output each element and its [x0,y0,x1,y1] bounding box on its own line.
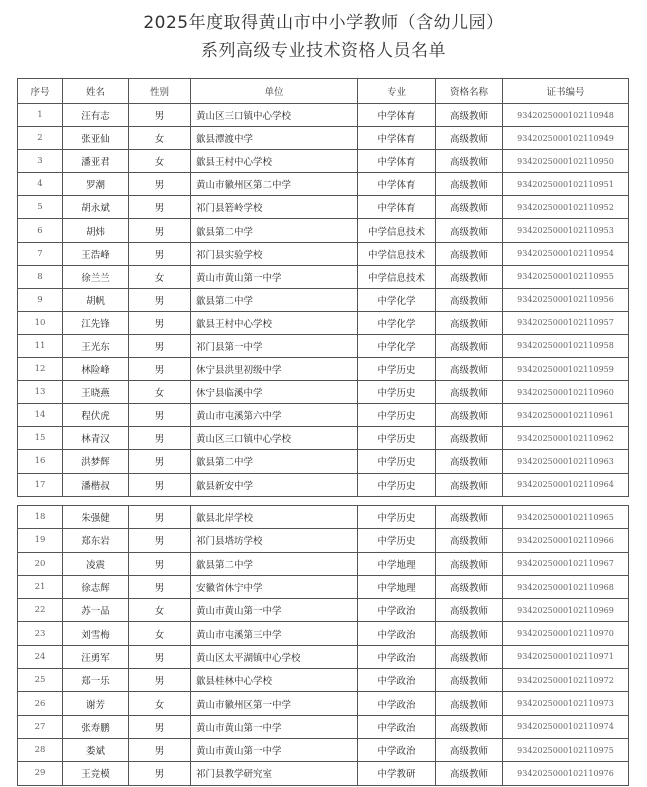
specialty-cell: 中学体育 [358,196,436,219]
unit-cell: 歙县王村中心学校 [191,311,358,334]
table-row [18,173,629,196]
gender-cell: 男 [129,715,191,738]
index-cell: 8 [18,265,63,288]
specialty-cell: 中学体育 [358,127,436,150]
document-title-line1: 2025年度取得黄山市中小学教师（含幼儿园） [143,13,504,33]
certificate-number-cell: 9342025000102110959 [503,358,629,381]
table-row [18,150,629,173]
name-cell: 江先锋 [63,311,129,334]
gender-cell: 男 [129,104,191,127]
certificate-number-cell: 9342025000102110975 [503,738,629,761]
certificate-number-cell: 9342025000102110968 [503,575,629,598]
index-cell: 28 [18,738,63,761]
gender-cell: 男 [129,575,191,598]
index-cell: 29 [18,762,63,785]
specialty-cell: 中学政治 [358,738,436,761]
qualification-cell: 高级教师 [436,381,503,404]
table-row [18,219,629,242]
specialty-cell: 中学教研 [358,762,436,785]
unit-cell: 歙县北岸学校 [191,506,358,529]
qualification-cell: 高级教师 [436,645,503,668]
header-name: 姓名 [63,79,129,104]
index-cell: 5 [18,196,63,219]
qualification-cell: 高级教师 [436,762,503,785]
qualification-cell: 高级教师 [436,265,503,288]
certificate-number-cell: 9342025000102110967 [503,552,629,575]
name-cell: 汪勇军 [63,645,129,668]
certificate-number-cell: 9342025000102110965 [503,506,629,529]
table-row [18,358,629,381]
qualification-cell: 高级教师 [436,738,503,761]
qualification-cell: 高级教师 [436,173,503,196]
unit-cell: 祁门县第一中学 [191,334,358,357]
index-cell: 23 [18,622,63,645]
unit-cell: 歙县第二中学 [191,450,358,473]
unit-cell: 黄山市黄山第一中学 [191,265,358,288]
table-row [18,669,629,692]
gender-cell: 男 [129,427,191,450]
gender-cell: 男 [129,552,191,575]
gender-cell: 男 [129,738,191,761]
certificate-number-cell: 9342025000102110970 [503,622,629,645]
header-certificate-number: 证书编号 [503,79,629,104]
index-cell: 19 [18,529,63,552]
table-row [18,242,629,265]
table-row [18,552,629,575]
unit-cell: 祁门县塔坊学校 [191,529,358,552]
name-cell: 苏一品 [63,599,129,622]
name-cell: 张寿鹏 [63,715,129,738]
certificate-number-cell: 9342025000102110949 [503,127,629,150]
gender-cell: 男 [129,311,191,334]
table-row [18,196,629,219]
header-index: 序号 [18,79,63,104]
gender-cell: 男 [129,288,191,311]
qualification-cell: 高级教师 [436,150,503,173]
document-title-line2: 系列高级专业技术资格人员名单 [201,41,446,61]
qualification-cell: 高级教师 [436,427,503,450]
gender-cell: 男 [129,450,191,473]
index-cell: 9 [18,288,63,311]
specialty-cell: 中学政治 [358,645,436,668]
table-row [18,427,629,450]
index-cell: 6 [18,219,63,242]
name-cell: 王浩峰 [63,242,129,265]
name-cell: 王光东 [63,334,129,357]
index-cell: 14 [18,404,63,427]
unit-cell: 黄山市徽州区第二中学 [191,173,358,196]
qualification-cell: 高级教师 [436,104,503,127]
gender-cell: 男 [129,242,191,265]
gender-cell: 男 [129,334,191,357]
unit-cell: 休宁县临溪中学 [191,381,358,404]
index-cell: 3 [18,150,63,173]
table-row [18,404,629,427]
name-cell: 林险峰 [63,358,129,381]
certificate-number-cell: 9342025000102110966 [503,529,629,552]
index-cell: 11 [18,334,63,357]
header-specialty: 专业 [358,79,436,104]
index-cell: 2 [18,127,63,150]
qualification-cell: 高级教师 [436,288,503,311]
unit-cell: 歙县第二中学 [191,288,358,311]
qualification-cell: 高级教师 [436,622,503,645]
gender-cell: 女 [129,381,191,404]
gender-cell: 男 [129,173,191,196]
roster-table-part1 [17,78,629,497]
table-row [18,334,629,357]
gender-cell: 男 [129,762,191,785]
specialty-cell: 中学历史 [358,529,436,552]
specialty-cell: 中学体育 [358,150,436,173]
name-cell: 潘亚君 [63,150,129,173]
specialty-cell: 中学历史 [358,473,436,496]
table-row [18,599,629,622]
header-unit: 单位 [191,79,358,104]
name-cell: 徐兰兰 [63,265,129,288]
name-cell: 林青汉 [63,427,129,450]
qualification-cell: 高级教师 [436,669,503,692]
certificate-number-cell: 9342025000102110958 [503,334,629,357]
name-cell: 汪有志 [63,104,129,127]
table-row [18,381,629,404]
index-cell: 15 [18,427,63,450]
name-cell: 王竞模 [63,762,129,785]
name-cell: 潘楷叔 [63,473,129,496]
certificate-number-cell: 9342025000102110972 [503,669,629,692]
index-cell: 7 [18,242,63,265]
qualification-cell: 高级教师 [436,506,503,529]
name-cell: 徐志辉 [63,575,129,598]
name-cell: 娄斌 [63,738,129,761]
qualification-cell: 高级教师 [436,127,503,150]
qualification-cell: 高级教师 [436,242,503,265]
qualification-cell: 高级教师 [436,552,503,575]
qualification-cell: 高级教师 [436,311,503,334]
unit-cell: 歙县王村中心学校 [191,150,358,173]
table-row [18,715,629,738]
index-cell: 4 [18,173,63,196]
unit-cell: 黄山市黄山第一中学 [191,715,358,738]
name-cell: 程伏虎 [63,404,129,427]
unit-cell: 黄山市徽州区第一中学 [191,692,358,715]
qualification-cell: 高级教师 [436,599,503,622]
qualification-cell: 高级教师 [436,529,503,552]
unit-cell: 黄山市屯溪第六中学 [191,404,358,427]
name-cell: 谢芳 [63,692,129,715]
unit-cell: 祁门县实验学校 [191,242,358,265]
qualification-cell: 高级教师 [436,692,503,715]
table-row [18,622,629,645]
certificate-number-cell: 9342025000102110956 [503,288,629,311]
certificate-number-cell: 9342025000102110971 [503,645,629,668]
name-cell: 张亚仙 [63,127,129,150]
index-cell: 18 [18,506,63,529]
qualification-cell: 高级教师 [436,219,503,242]
specialty-cell: 中学体育 [358,104,436,127]
index-cell: 1 [18,104,63,127]
unit-cell: 黄山区太平湖镇中心学校 [191,645,358,668]
gender-cell: 女 [129,150,191,173]
index-cell: 12 [18,358,63,381]
gender-cell: 男 [129,219,191,242]
name-cell: 洪梦辉 [63,450,129,473]
specialty-cell: 中学政治 [358,622,436,645]
certificate-number-cell: 9342025000102110962 [503,427,629,450]
table-header-row [18,79,629,104]
gender-cell: 男 [129,404,191,427]
table-row [18,127,629,150]
certificate-number-cell: 9342025000102110976 [503,762,629,785]
qualification-cell: 高级教师 [436,473,503,496]
table-row [18,762,629,785]
table-row [18,692,629,715]
certificate-number-cell: 9342025000102110955 [503,265,629,288]
index-cell: 13 [18,381,63,404]
index-cell: 25 [18,669,63,692]
qualification-cell: 高级教师 [436,334,503,357]
gender-cell: 男 [129,196,191,219]
certificate-number-cell: 9342025000102110964 [503,473,629,496]
qualification-cell: 高级教师 [436,450,503,473]
certificate-number-cell: 9342025000102110953 [503,219,629,242]
certificate-number-cell: 9342025000102110952 [503,196,629,219]
name-cell: 胡永斌 [63,196,129,219]
index-cell: 24 [18,645,63,668]
certificate-number-cell: 9342025000102110969 [503,599,629,622]
qualification-cell: 高级教师 [436,404,503,427]
gender-cell: 女 [129,265,191,288]
certificate-number-cell: 9342025000102110973 [503,692,629,715]
index-cell: 10 [18,311,63,334]
name-cell: 王晓燕 [63,381,129,404]
specialty-cell: 中学化学 [358,288,436,311]
unit-cell: 安徽省休宁中学 [191,575,358,598]
specialty-cell: 中学政治 [358,715,436,738]
index-cell: 27 [18,715,63,738]
gender-cell: 男 [129,669,191,692]
gender-cell: 女 [129,622,191,645]
specialty-cell: 中学历史 [358,381,436,404]
specialty-cell: 中学信息技术 [358,219,436,242]
table-row [18,265,629,288]
specialty-cell: 中学历史 [358,404,436,427]
table-row [18,575,629,598]
specialty-cell: 中学地理 [358,552,436,575]
specialty-cell: 中学化学 [358,311,436,334]
certificate-number-cell: 9342025000102110974 [503,715,629,738]
certificate-number-cell: 9342025000102110948 [503,104,629,127]
specialty-cell: 中学体育 [358,173,436,196]
header-gender: 性别 [129,79,191,104]
specialty-cell: 中学历史 [358,358,436,381]
gender-cell: 男 [129,506,191,529]
name-cell: 胡炜 [63,219,129,242]
qualification-cell: 高级教师 [436,196,503,219]
gender-cell: 男 [129,358,191,381]
gender-cell: 男 [129,529,191,552]
name-cell: 郑东岩 [63,529,129,552]
specialty-cell: 中学信息技术 [358,242,436,265]
specialty-cell: 中学历史 [358,450,436,473]
table-row [18,450,629,473]
certificate-number-cell: 9342025000102110957 [503,311,629,334]
index-cell: 26 [18,692,63,715]
gender-cell: 男 [129,645,191,668]
table-row [18,506,629,529]
index-cell: 21 [18,575,63,598]
unit-cell: 黄山市黄山第一中学 [191,599,358,622]
specialty-cell: 中学化学 [358,334,436,357]
specialty-cell: 中学政治 [358,669,436,692]
certificate-number-cell: 9342025000102110950 [503,150,629,173]
gender-cell: 女 [129,692,191,715]
specialty-cell: 中学信息技术 [358,265,436,288]
qualification-cell: 高级教师 [436,575,503,598]
unit-cell: 黄山区三口镇中心学校 [191,104,358,127]
index-cell: 16 [18,450,63,473]
specialty-cell: 中学历史 [358,427,436,450]
name-cell: 罗潮 [63,173,129,196]
specialty-cell: 中学政治 [358,599,436,622]
certificate-number-cell: 9342025000102110951 [503,173,629,196]
unit-cell: 歙县第二中学 [191,219,358,242]
name-cell: 凌震 [63,552,129,575]
roster-table-part2 [17,505,629,786]
unit-cell: 歙县潭渡中学 [191,127,358,150]
unit-cell: 黄山市屯溪第三中学 [191,622,358,645]
table-row [18,738,629,761]
unit-cell: 歙县第二中学 [191,552,358,575]
unit-cell: 祁门县教学研究室 [191,762,358,785]
specialty-cell: 中学历史 [358,506,436,529]
certificate-number-cell: 9342025000102110963 [503,450,629,473]
header-qualification: 资格名称 [436,79,503,104]
unit-cell: 休宁县洪里初级中学 [191,358,358,381]
name-cell: 郑一乐 [63,669,129,692]
name-cell: 刘雪梅 [63,622,129,645]
certificate-number-cell: 9342025000102110960 [503,381,629,404]
index-cell: 22 [18,599,63,622]
table-row [18,529,629,552]
gender-cell: 女 [129,599,191,622]
table-row [18,104,629,127]
specialty-cell: 中学政治 [358,692,436,715]
table-row [18,473,629,496]
index-cell: 20 [18,552,63,575]
unit-cell: 黄山市黄山第一中学 [191,738,358,761]
qualification-cell: 高级教师 [436,358,503,381]
unit-cell: 歙县桂林中心学校 [191,669,358,692]
index-cell: 17 [18,473,63,496]
table-row [18,311,629,334]
qualification-cell: 高级教师 [436,715,503,738]
unit-cell: 黄山区三口镇中心学校 [191,427,358,450]
gender-cell: 男 [129,473,191,496]
certificate-number-cell: 9342025000102110961 [503,404,629,427]
name-cell: 胡帆 [63,288,129,311]
certificate-number-cell: 9342025000102110954 [503,242,629,265]
name-cell: 朱强健 [63,506,129,529]
gender-cell: 女 [129,127,191,150]
unit-cell: 祁门县箬岭学校 [191,196,358,219]
specialty-cell: 中学地理 [358,575,436,598]
table-row [18,645,629,668]
unit-cell: 歙县新安中学 [191,473,358,496]
table-row [18,288,629,311]
